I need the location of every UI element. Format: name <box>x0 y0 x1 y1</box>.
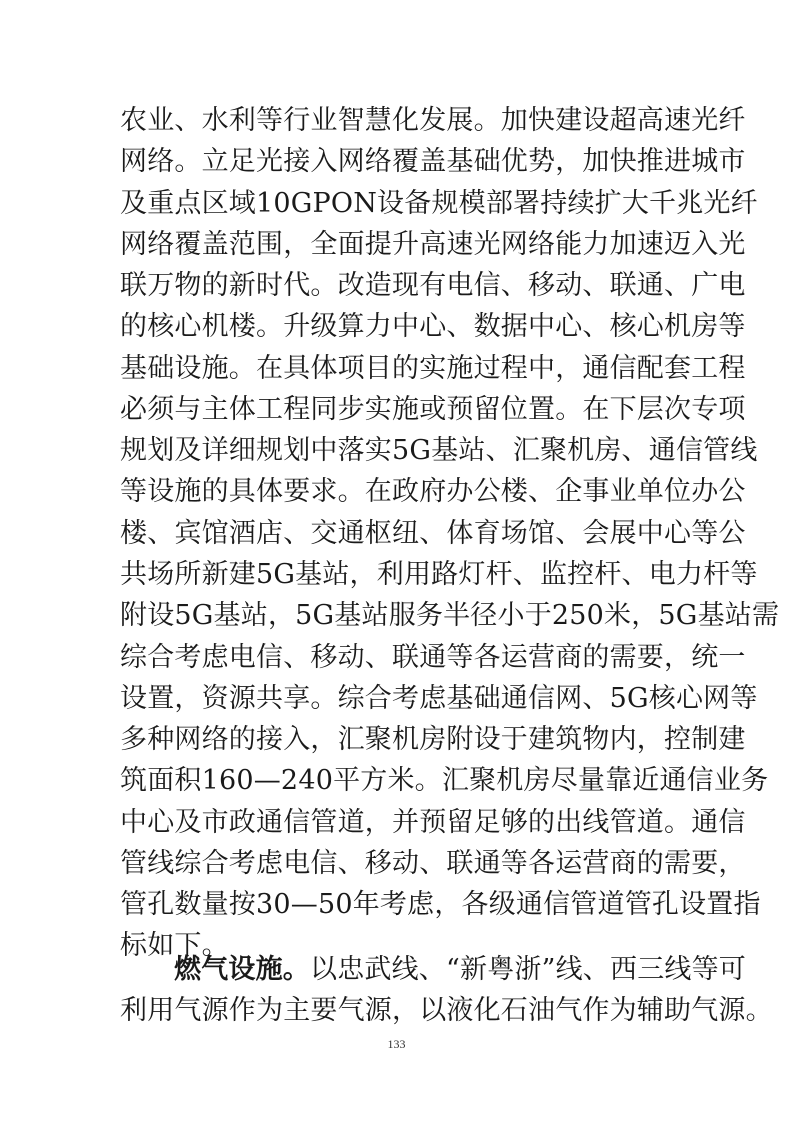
body-text-line: 管孔数量按30—50年考虑，各级通信管道管孔设置指 <box>120 889 761 920</box>
gas-section-text: 以忠武线、“新粤浙”线、西三线等可 <box>310 954 747 985</box>
body-text-line: 综合考虑电信、移动、联通等各运营商的需要，统一 <box>120 642 746 673</box>
body-text-line: 设置，资源共享。综合考虑基础通信网、5G核心网等 <box>120 683 758 714</box>
body-text-line: 附设5G基站，5G基站服务半径小于250米，5G基站需 <box>120 600 780 631</box>
body-text-line: 多种网络的接入，汇聚机房附设于建筑物内，控制建 <box>120 724 746 755</box>
body-text-line: 管线综合考虑电信、移动、联通等各运营商的需要， <box>120 848 746 879</box>
body-text-line: 共场所新建5G基站，利用路灯杆、监控杆、电力杆等 <box>120 559 758 590</box>
body-text-line: 网络。立足光接入网络覆盖基础优势，加快推进城市 <box>120 146 746 177</box>
body-text-line: 联万物的新时代。改造现有电信、移动、联通、广电 <box>120 270 746 301</box>
body-text-line: 农业、水利等行业智慧化发展。加快建设超高速光纤 <box>120 105 746 136</box>
body-text-line: 楼、宾馆酒店、交通枢纽、体育场馆、会展中心等公 <box>120 518 746 549</box>
page-number: 133 <box>387 1037 406 1051</box>
body-text-line: 标如下。 <box>120 930 229 961</box>
body-text-line: 基础设施。在具体项目的实施过程中，通信配套工程 <box>120 353 746 384</box>
gas-section-first-line <box>174 950 747 990</box>
body-text-line: 等设施的具体要求。在政府办公楼、企事业单位办公 <box>120 476 746 507</box>
body-text-line: 中心及市政通信管道，并预留足够的出线管道。通信 <box>120 807 746 838</box>
body-text-line: 网络覆盖范围，全面提升高速光网络能力加速迈入光 <box>120 229 746 260</box>
gas-section-heading: 燃气设施。 <box>174 954 310 985</box>
body-text-line: 规划及详细规划中落实5G基站、汇聚机房、通信管线 <box>120 435 758 466</box>
body-text-line: 筑面积160—240平方米。汇聚机房尽量靠近通信业务 <box>120 765 769 796</box>
body-text-line: 的核心机楼。升级算力中心、数据中心、核心机房等 <box>120 311 746 342</box>
body-text-line: 及重点区域10GPON设备规模部署持续扩大千兆光纤 <box>120 188 758 219</box>
body-text-line: 必须与主体工程同步实施或预留位置。在下层次专项 <box>120 394 746 425</box>
gas-section-second-line: 利用气源作为主要气源，以液化石油气作为辅助气源。 <box>120 995 773 1026</box>
